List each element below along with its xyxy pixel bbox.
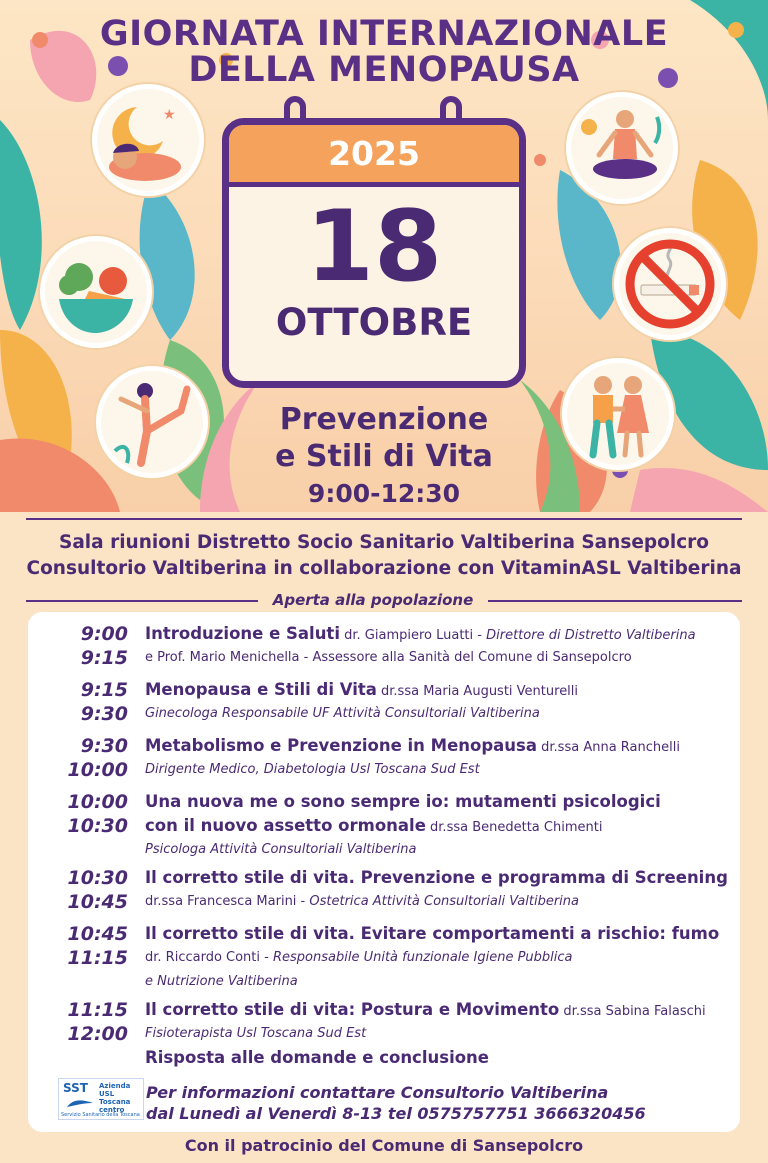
speaker-role: Psicologa Attività Consultoriali Valtiberina — [145, 842, 417, 857]
contact-info — [146, 1082, 746, 1124]
logo-abbr: SST — [63, 1081, 88, 1095]
start-time: 10:30 — [67, 867, 128, 889]
session-title: Il corretto stile di vita. Prevenzione e programma di Screening — [145, 868, 728, 887]
program-times — [28, 922, 128, 970]
speaker-name: dr.ssa Benedetta Chimenti — [430, 820, 603, 835]
end-time: 10:00 — [67, 759, 128, 781]
title-line-1: GIORNATA INTERNAZIONALE — [99, 14, 669, 54]
session-title: Il corretto stile di vita: Postura e Movimento — [145, 1000, 560, 1019]
end-time: 10:30 — [67, 815, 128, 837]
end-time: 11:15 — [67, 947, 128, 969]
separator: - — [473, 628, 487, 643]
speaker-name: dr.ssa Maria Augusti Venturelli — [381, 684, 579, 699]
sleep-moon-icon — [92, 84, 204, 196]
calendar-year: 2025 — [229, 125, 519, 187]
program-times — [28, 790, 128, 838]
speaker-name: dr. Riccardo Conti — [145, 950, 261, 965]
program-line — [145, 702, 735, 726]
logo-text: Azienda USL Toscana centro — [99, 1082, 131, 1114]
venue-line-2: Consultorio Valtiberina in collaborazione con VitaminASL Valtiberina — [26, 558, 742, 579]
program-content — [145, 922, 735, 994]
speaker-name: dr.ssa Anna Ranchelli — [541, 740, 680, 755]
start-time: 9:30 — [80, 735, 128, 757]
speaker-name: dr.ssa Francesca Marini — [145, 894, 297, 909]
program-times — [28, 622, 128, 670]
start-time: 9:15 — [80, 679, 128, 701]
start-time: 10:45 — [67, 923, 128, 945]
hero-illustration — [0, 0, 768, 512]
end-time: 12:00 — [67, 1023, 128, 1045]
calendar-month: OTTOBRE — [275, 301, 473, 344]
speaker-role: Ginecologa Responsabile UF Attività Consultoriali Valtiberina — [145, 706, 540, 721]
contact-line-1: Per informazioni contattare Consultorio Valtiberina — [146, 1083, 609, 1102]
title-line-2: DELLA MENOPAUSA — [188, 50, 580, 90]
session-title: Il corretto stile di vita. Evitare comportamenti a rischio: fumo — [145, 924, 720, 943]
program-content — [145, 866, 735, 914]
program-line — [145, 946, 735, 970]
event-time: 9:00-12:30 — [307, 479, 461, 508]
program-times — [28, 866, 128, 914]
open-to-public-badge: Aperta alla popolazione — [258, 588, 488, 613]
program-content — [145, 622, 735, 670]
separator: - — [260, 950, 273, 965]
end-time: 9:15 — [80, 647, 128, 669]
logo-bird-icon — [65, 1097, 95, 1111]
program-times — [28, 998, 128, 1046]
line-text: e Prof. Mario Menichella - Assessore alla Sanità del Comune di Sansepolcro — [145, 650, 632, 665]
venue-line-1: Sala riunioni Distretto Socio Sanitario Valtiberina Sansepolcro — [59, 532, 709, 553]
end-time: 10:45 — [67, 891, 128, 913]
contact-line-2: dal Lunedì al Venerdì 8-13 tel 0575757751 3666320456 — [146, 1104, 646, 1123]
subtitle-line-1: Prevenzione — [279, 402, 489, 437]
program-content — [145, 734, 735, 782]
session-title: con il nuovo assetto ormonale — [145, 816, 426, 835]
program-line — [145, 998, 735, 1022]
speaker-name: dr. Giampiero Luatti — [344, 628, 474, 643]
program-line — [145, 970, 735, 994]
program-line — [145, 1022, 735, 1046]
program-line — [145, 866, 735, 890]
start-time: 10:00 — [67, 791, 128, 813]
patronage-text: Con il patrocinio del Comune di Sansepolcro — [184, 1136, 584, 1155]
program-content — [145, 790, 735, 862]
speaker-role: Fisioterapista Usl Toscana Sud Est — [145, 1026, 367, 1041]
program-line — [145, 814, 735, 838]
svg-text:★: ★ — [163, 107, 176, 123]
program-line — [145, 922, 735, 946]
speaker-role: Dirigente Medico, Diabetologia Usl Toscana Sud Est — [145, 762, 480, 777]
program-line — [145, 890, 735, 914]
calendar — [222, 118, 526, 388]
logo-caption: Servizio Sanitario della Toscana — [61, 1112, 140, 1118]
calendar-day: 18 — [305, 190, 443, 304]
program-content — [145, 998, 735, 1070]
session-title: Introduzione e Saluti — [145, 624, 340, 643]
start-time: 11:15 — [67, 999, 128, 1021]
end-time: 9:30 — [80, 703, 128, 725]
meditation-icon — [566, 92, 678, 204]
program-line — [145, 678, 735, 702]
healthy-food-icon — [40, 236, 152, 348]
speaker-role: Ostetrica Attività Consultoriali Valtiberina — [309, 894, 579, 909]
program-line — [145, 758, 735, 782]
subtitle-line-2: e Stili di Vita — [275, 439, 493, 474]
program-line — [145, 838, 735, 862]
session-title: Menopausa e Stili di Vita — [145, 680, 377, 699]
sst-logo — [58, 1078, 144, 1120]
speaker-role: e Nutrizione Valtiberina — [145, 974, 298, 989]
speaker-role: Direttore di Distretto Valtiberina — [486, 628, 696, 643]
program-line — [145, 734, 735, 758]
divider-top — [26, 518, 742, 520]
speaker-name: dr.ssa Sabina Falaschi — [563, 1004, 706, 1019]
program-line — [145, 622, 735, 646]
session-title: Metabolismo e Prevenzione in Menopausa — [145, 736, 537, 755]
program-line — [145, 646, 735, 670]
program-times — [28, 678, 128, 726]
start-time: 9:00 — [80, 623, 128, 645]
program-content — [145, 678, 735, 726]
program-line — [145, 1046, 735, 1070]
program-times — [28, 734, 128, 782]
program-line — [145, 790, 735, 814]
separator: - — [296, 894, 310, 909]
no-smoking-icon — [614, 228, 726, 340]
speaker-role: Responsabile Unità funzionale Igiene Pubblica — [272, 950, 573, 965]
session-title: Una nuova me o sono sempre io: mutamenti psicologici — [145, 792, 661, 811]
session-title: Risposta alle domande e conclusione — [145, 1048, 489, 1067]
